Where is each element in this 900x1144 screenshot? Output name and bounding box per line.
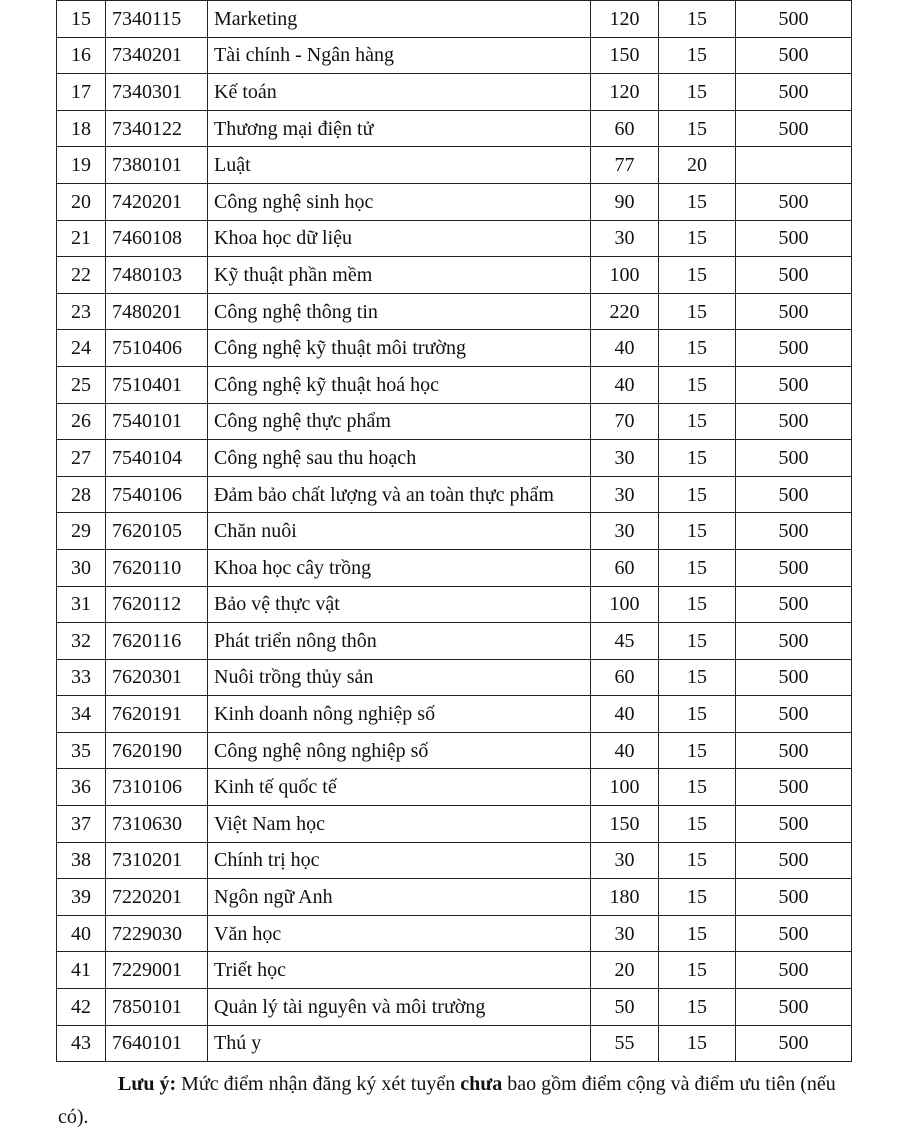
cell-major-name: Nuôi trồng thủy sản: [208, 659, 591, 696]
cell-stt: 27: [57, 440, 106, 477]
cell-quota: 30: [591, 513, 659, 550]
cell-quota: 45: [591, 623, 659, 660]
cell-major-code: 7620191: [106, 696, 208, 733]
cell-fee: 500: [736, 183, 852, 220]
cell-min-score: 15: [659, 696, 736, 733]
cell-major-code: 7310201: [106, 842, 208, 879]
cell-major-name: Kinh doanh nông nghiệp số: [208, 696, 591, 733]
cell-quota: 100: [591, 769, 659, 806]
cell-fee: 500: [736, 330, 852, 367]
cell-quota: 30: [591, 842, 659, 879]
cell-fee: 500: [736, 806, 852, 843]
cell-major-code: 7620116: [106, 623, 208, 660]
cell-quota: 50: [591, 989, 659, 1026]
table-row: [57, 696, 852, 733]
cell-stt: 36: [57, 769, 106, 806]
table-row: [57, 659, 852, 696]
cell-stt: 19: [57, 147, 106, 184]
cell-quota: 40: [591, 366, 659, 403]
cell-quota: 60: [591, 549, 659, 586]
table-row: [57, 257, 852, 294]
cell-major-code: 7620105: [106, 513, 208, 550]
table-row: [57, 330, 852, 367]
cell-major-code: 7340201: [106, 37, 208, 74]
cell-fee: 500: [736, 74, 852, 111]
cell-major-code: 7340301: [106, 74, 208, 111]
cell-fee: 500: [736, 549, 852, 586]
cell-stt: 43: [57, 1025, 106, 1062]
cell-quota: 90: [591, 183, 659, 220]
table-row: [57, 110, 852, 147]
cell-major-code: 7510401: [106, 366, 208, 403]
cell-major-code: 7310106: [106, 769, 208, 806]
cell-major-code: 7310630: [106, 806, 208, 843]
cell-major-name: Chăn nuôi: [208, 513, 591, 550]
cell-quota: 30: [591, 440, 659, 477]
table-row: [57, 989, 852, 1026]
cell-quota: 77: [591, 147, 659, 184]
cell-min-score: 15: [659, 257, 736, 294]
cell-major-name: Khoa học dữ liệu: [208, 220, 591, 257]
cell-major-code: 7460108: [106, 220, 208, 257]
cell-stt: 41: [57, 952, 106, 989]
cell-min-score: 15: [659, 37, 736, 74]
cell-stt: 20: [57, 183, 106, 220]
cell-major-code: 7510406: [106, 330, 208, 367]
cell-fee: [736, 147, 852, 184]
table-row: [57, 403, 852, 440]
cell-stt: 28: [57, 476, 106, 513]
cell-min-score: 15: [659, 513, 736, 550]
table-row: [57, 183, 852, 220]
cell-min-score: 15: [659, 915, 736, 952]
cell-fee: 500: [736, 110, 852, 147]
cell-min-score: 15: [659, 366, 736, 403]
cell-fee: 500: [736, 403, 852, 440]
cell-fee: 500: [736, 37, 852, 74]
cell-major-code: 7340115: [106, 1, 208, 38]
cell-major-name: Kế toán: [208, 74, 591, 111]
cell-major-code: 7620190: [106, 732, 208, 769]
cell-quota: 220: [591, 293, 659, 330]
note-label: Lưu ý:: [118, 1073, 177, 1095]
table-row: [57, 74, 852, 111]
cell-stt: 32: [57, 623, 106, 660]
cell-major-name: Công nghệ thực phẩm: [208, 403, 591, 440]
cell-min-score: 15: [659, 293, 736, 330]
cell-quota: 100: [591, 586, 659, 623]
cell-major-name: Kỹ thuật phần mềm: [208, 257, 591, 294]
cell-major-name: Triết học: [208, 952, 591, 989]
cell-major-name: Công nghệ sau thu hoạch: [208, 440, 591, 477]
cell-fee: 500: [736, 220, 852, 257]
cell-stt: 38: [57, 842, 106, 879]
cell-min-score: 15: [659, 476, 736, 513]
table-row: [57, 513, 852, 550]
cell-fee: 500: [736, 989, 852, 1026]
cell-quota: 150: [591, 37, 659, 74]
table-row: [57, 842, 852, 879]
cell-quota: 150: [591, 806, 659, 843]
cell-stt: 22: [57, 257, 106, 294]
cell-stt: 35: [57, 732, 106, 769]
cell-major-code: 7620110: [106, 549, 208, 586]
cell-min-score: 15: [659, 330, 736, 367]
cell-min-score: 15: [659, 659, 736, 696]
table-row: [57, 806, 852, 843]
cell-major-code: 7229030: [106, 915, 208, 952]
cell-major-name: Chính trị học: [208, 842, 591, 879]
table-row: [57, 1025, 852, 1062]
cell-major-name: Công nghệ kỹ thuật hoá học: [208, 366, 591, 403]
cell-quota: 70: [591, 403, 659, 440]
cell-stt: 16: [57, 37, 106, 74]
cell-quota: 40: [591, 732, 659, 769]
cell-min-score: 15: [659, 952, 736, 989]
cell-fee: 500: [736, 366, 852, 403]
cell-min-score: 15: [659, 586, 736, 623]
cell-quota: 100: [591, 257, 659, 294]
cell-fee: 500: [736, 952, 852, 989]
cell-fee: 500: [736, 476, 852, 513]
note-emphasis: chưa: [460, 1073, 503, 1095]
table-row: [57, 952, 852, 989]
cell-min-score: 15: [659, 989, 736, 1026]
cell-major-name: Marketing: [208, 1, 591, 38]
table-row: [57, 769, 852, 806]
cell-min-score: 15: [659, 110, 736, 147]
cell-min-score: 15: [659, 403, 736, 440]
cell-stt: 21: [57, 220, 106, 257]
cell-major-name: Công nghệ thông tin: [208, 293, 591, 330]
cell-fee: 500: [736, 659, 852, 696]
cell-min-score: 15: [659, 183, 736, 220]
cell-min-score: 15: [659, 1, 736, 38]
cell-quota: 30: [591, 476, 659, 513]
cell-fee: 500: [736, 769, 852, 806]
cell-stt: 29: [57, 513, 106, 550]
cell-quota: 60: [591, 659, 659, 696]
cell-stt: 24: [57, 330, 106, 367]
cell-stt: 33: [57, 659, 106, 696]
cell-major-name: Công nghệ nông nghiệp số: [208, 732, 591, 769]
cell-fee: 500: [736, 1025, 852, 1062]
cell-stt: 23: [57, 293, 106, 330]
cell-major-code: 7540104: [106, 440, 208, 477]
table-row: [57, 879, 852, 916]
cell-fee: 500: [736, 440, 852, 477]
cell-fee: 500: [736, 732, 852, 769]
table-row: [57, 440, 852, 477]
cell-stt: 26: [57, 403, 106, 440]
cell-major-name: Kinh tế quốc tế: [208, 769, 591, 806]
cell-fee: 500: [736, 586, 852, 623]
table-row: [57, 1, 852, 38]
cell-fee: 500: [736, 842, 852, 879]
cell-min-score: 15: [659, 879, 736, 916]
table-body: [57, 1, 852, 1062]
table-row: [57, 549, 852, 586]
cell-fee: 500: [736, 696, 852, 733]
cell-major-code: 7229001: [106, 952, 208, 989]
cell-quota: 120: [591, 74, 659, 111]
cell-major-code: 7540101: [106, 403, 208, 440]
cell-stt: 30: [57, 549, 106, 586]
cell-stt: 40: [57, 915, 106, 952]
cell-major-code: 7540106: [106, 476, 208, 513]
cell-major-code: 7380101: [106, 147, 208, 184]
cell-min-score: 15: [659, 806, 736, 843]
cell-fee: 500: [736, 513, 852, 550]
cell-min-score: 20: [659, 147, 736, 184]
cell-quota: 30: [591, 220, 659, 257]
cell-min-score: 15: [659, 769, 736, 806]
cell-major-code: 7620301: [106, 659, 208, 696]
table-row: [57, 732, 852, 769]
cell-major-name: Phát triển nông thôn: [208, 623, 591, 660]
cell-stt: 25: [57, 366, 106, 403]
cell-major-name: Tài chính - Ngân hàng: [208, 37, 591, 74]
cell-major-name: Đảm bảo chất lượng và an toàn thực phẩm: [208, 476, 591, 513]
cell-major-name: Công nghệ kỹ thuật môi trường: [208, 330, 591, 367]
cell-major-name: Khoa học cây trồng: [208, 549, 591, 586]
cell-major-code: 7480201: [106, 293, 208, 330]
table-row: [57, 915, 852, 952]
note-text-before: Mức điểm nhận đăng ký xét tuyển: [176, 1073, 461, 1095]
cell-stt: 34: [57, 696, 106, 733]
cell-min-score: 15: [659, 549, 736, 586]
cell-major-code: 7340122: [106, 110, 208, 147]
cell-min-score: 15: [659, 732, 736, 769]
cell-quota: 120: [591, 1, 659, 38]
cell-stt: 42: [57, 989, 106, 1026]
cell-major-code: 7620112: [106, 586, 208, 623]
cell-stt: 18: [57, 110, 106, 147]
cell-fee: 500: [736, 623, 852, 660]
cell-min-score: 15: [659, 220, 736, 257]
cell-major-name: Thương mại điện tử: [208, 110, 591, 147]
cell-major-name: Thú y: [208, 1025, 591, 1062]
table-row: [57, 37, 852, 74]
note-text-after: bao gồm điểm cộng và điểm ưu tiên (nếu có).: [58, 1073, 836, 1128]
admissions-table: [56, 0, 852, 1062]
table-row: [57, 147, 852, 184]
table-row: [57, 586, 852, 623]
cell-min-score: 15: [659, 842, 736, 879]
cell-major-code: 7480103: [106, 257, 208, 294]
cell-min-score: 15: [659, 623, 736, 660]
cell-major-name: Việt Nam học: [208, 806, 591, 843]
cell-stt: 37: [57, 806, 106, 843]
cell-major-name: Công nghệ sinh học: [208, 183, 591, 220]
cell-quota: 180: [591, 879, 659, 916]
cell-quota: 20: [591, 952, 659, 989]
cell-fee: 500: [736, 293, 852, 330]
table-row: [57, 220, 852, 257]
cell-major-code: 7420201: [106, 183, 208, 220]
table-row: [57, 293, 852, 330]
cell-major-name: Luật: [208, 147, 591, 184]
footnote: [58, 1068, 858, 1134]
cell-major-name: Bảo vệ thực vật: [208, 586, 591, 623]
cell-fee: 500: [736, 915, 852, 952]
cell-quota: 30: [591, 915, 659, 952]
cell-quota: 40: [591, 696, 659, 733]
cell-major-code: 7640101: [106, 1025, 208, 1062]
cell-fee: 500: [736, 879, 852, 916]
cell-quota: 40: [591, 330, 659, 367]
cell-major-name: Văn học: [208, 915, 591, 952]
table-row: [57, 476, 852, 513]
cell-min-score: 15: [659, 74, 736, 111]
cell-quota: 55: [591, 1025, 659, 1062]
cell-major-code: 7850101: [106, 989, 208, 1026]
cell-stt: 17: [57, 74, 106, 111]
cell-min-score: 15: [659, 440, 736, 477]
cell-major-name: Ngôn ngữ Anh: [208, 879, 591, 916]
cell-stt: 31: [57, 586, 106, 623]
cell-major-code: 7220201: [106, 879, 208, 916]
cell-quota: 60: [591, 110, 659, 147]
cell-min-score: 15: [659, 1025, 736, 1062]
cell-stt: 39: [57, 879, 106, 916]
cell-major-name: Quản lý tài nguyên và môi trường: [208, 989, 591, 1026]
cell-fee: 500: [736, 257, 852, 294]
cell-stt: 15: [57, 1, 106, 38]
table-row: [57, 623, 852, 660]
cell-fee: 500: [736, 1, 852, 38]
table-row: [57, 366, 852, 403]
